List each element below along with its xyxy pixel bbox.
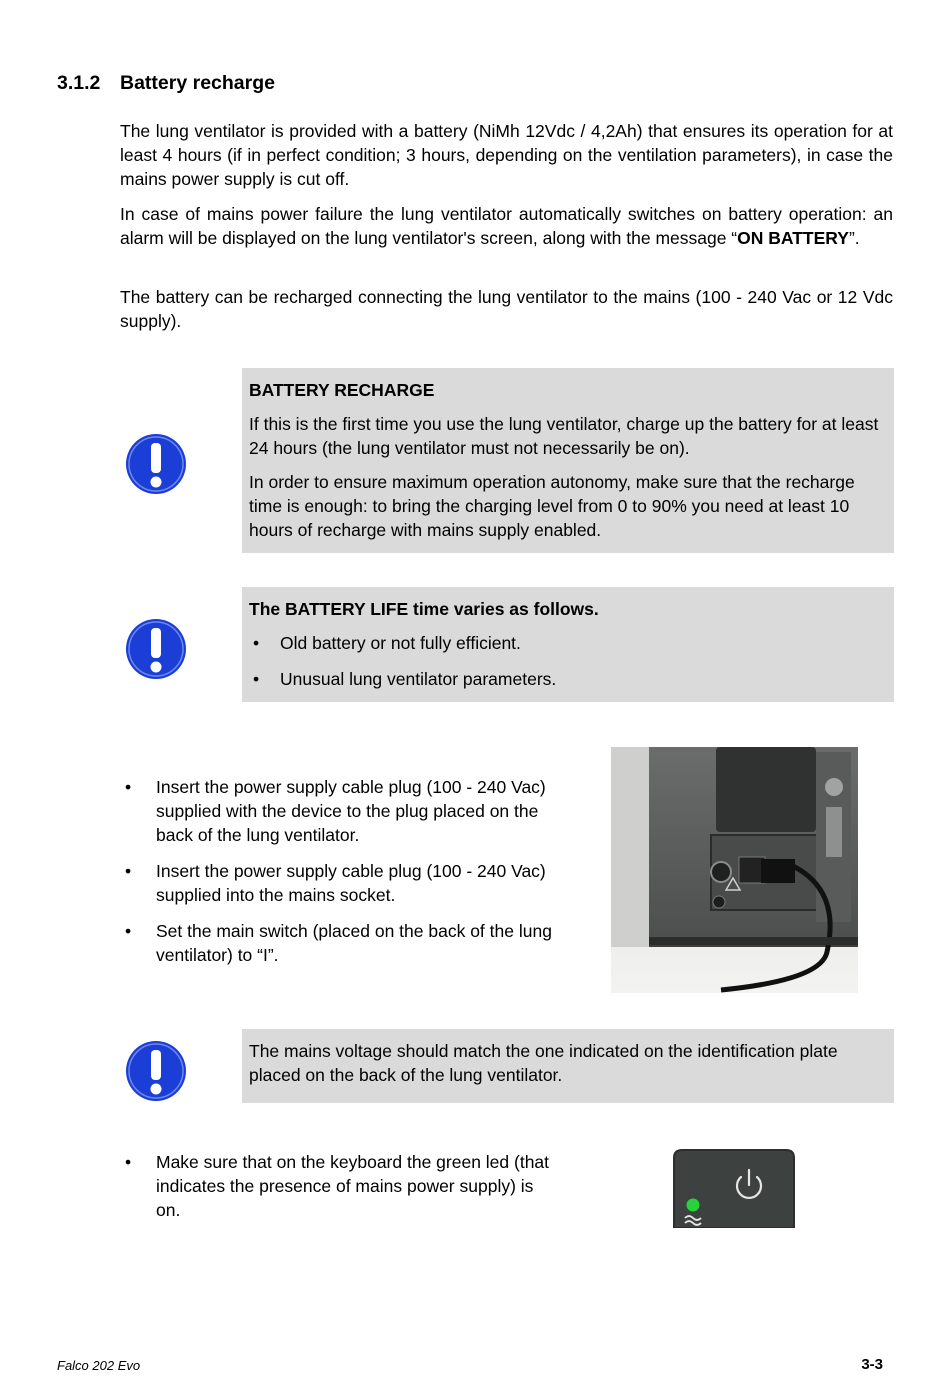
note-battery-life: [242, 587, 894, 702]
on-battery-message: ON BATTERY: [737, 228, 849, 248]
section-heading: [57, 72, 275, 95]
note-title: BATTERY RECHARGE: [249, 380, 435, 400]
note-bullet-list: [249, 631, 882, 691]
keyboard-led-photo: [672, 1148, 796, 1228]
note-title: The BATTERY LIFE time varies as follows.: [249, 599, 599, 619]
ventilator-back-photo: [611, 747, 858, 993]
note-paragraph: The mains voltage should match the one indicated on the identification plate placed on the back of the lung ventilator.: [249, 1041, 838, 1085]
exclamation-icon: [125, 433, 187, 495]
paragraph-mains-failure: [120, 202, 893, 250]
exclamation-icon: [125, 1040, 187, 1102]
paragraph-recharge-connect: The battery can be recharged connecting the lung ventilator to the mains (100 - 240 Vac or 12 Vdc supply).: [120, 287, 893, 331]
step-list-power: [120, 775, 575, 979]
list-item: • Insert the power supply cable plug (100 - 240 Vac) supplied with the device to the plug placed on the back of the lung ventilator.: [120, 775, 575, 847]
exclamation-icon: [125, 618, 187, 680]
paragraph-mains-failure-end: ”.: [848, 228, 860, 248]
green-led: [687, 1199, 700, 1212]
list-item: • Set the main switch (placed on the back of the lung ventilator) to “I”.: [120, 919, 575, 967]
step-list-led: [120, 1150, 560, 1234]
list-item: • Make sure that on the keyboard the green led (that indicates the presence of mains power supply) is on.: [120, 1150, 560, 1222]
note-mains-voltage: [242, 1029, 894, 1103]
footer-product-name: Falco 202 Evo: [57, 1358, 141, 1373]
note-paragraph: If this is the first time you use the lung ventilator, charge up the battery for at least 24 hours (the lung ventilator must not necessarily be on).: [249, 414, 879, 458]
note-battery-recharge: [242, 368, 894, 553]
list-item: • Insert the power supply cable plug (100 - 240 Vac) supplied into the mains socket.: [120, 859, 575, 907]
section-number: 3.1.2: [57, 72, 101, 94]
footer-page-number: 3-3: [861, 1356, 883, 1373]
list-item: • Unusual lung ventilator parameters.: [249, 667, 882, 691]
paragraph-mains-failure-start: In case of mains power failure the lung ventilator automatically switches on battery operation: an alarm will be displayed on the lung ventilator's screen, along with the message “: [120, 204, 893, 248]
paragraph-battery-intro: The lung ventilator is provided with a battery (NiMh 12Vdc / 4,2Ah) that ensures its operation for at least 4 hours (if in perfect condition; 3 hours, depending on the ventilation parameters), in case the mains power supply is cut off.: [120, 121, 893, 189]
section-title: Battery recharge: [120, 72, 275, 94]
note-paragraph: In order to ensure maximum operation autonomy, make sure that the recharge time is enough: to bring the charging level from 0 to 90% you need at least 10 hours of recharge with mains supply enabled.: [249, 472, 855, 540]
list-item: • Old battery or not fully efficient.: [249, 631, 882, 655]
